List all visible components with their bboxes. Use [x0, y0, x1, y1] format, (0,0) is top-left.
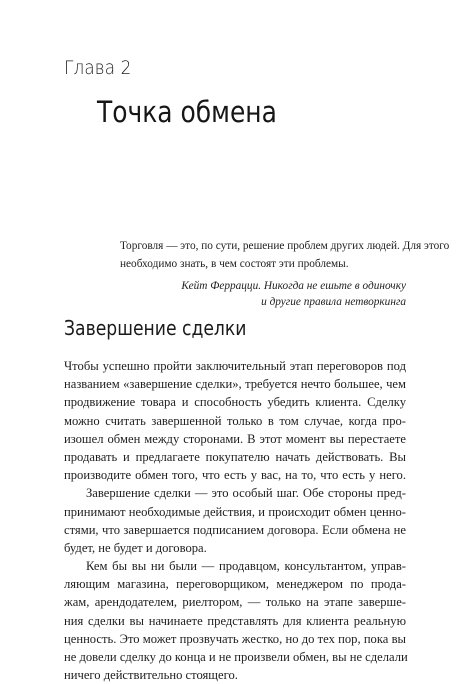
epigraph-quote-line: необходимо знать, в чем состоят эти проблемы.	[120, 258, 349, 271]
paragraph	[64, 484, 406, 557]
text-line: продвижение товара и способность убедить клиента. Сделку	[64, 395, 406, 410]
text-line: можно считать завершенной только в том случае, когда про-	[64, 413, 406, 428]
epigraph-attribution-line: Кейт Феррацци. Никогда не ешьте в одиночку	[181, 280, 406, 293]
text-line: Чтобы успешно пройти заключительный этап переговоров под	[64, 359, 406, 373]
epigraph	[120, 239, 450, 311]
text-line: будет, не будет и договора.	[64, 540, 207, 555]
text-line: принимают необходимые действия, и происходит обмен ценно-	[64, 504, 406, 519]
text-line: Кем бы вы ни были — продавцом, консультантом, управ-	[86, 559, 406, 574]
body-text	[64, 357, 406, 684]
text-line: ляющим магазина, переговорщиком, менеджером по прода-	[64, 577, 406, 592]
text-line: Завершение сделки — это особый шаг. Обе стороны пред-	[86, 486, 406, 501]
text-line: производите обмен того, что есть у вас, на то, что есть у него.	[64, 468, 406, 483]
text-line: ния сделки вы начинаете представлять для клиента реальную	[64, 613, 406, 628]
chapter-label: Глава 2	[64, 57, 132, 79]
section-title: Завершение сделки	[64, 316, 247, 340]
text-line: жам, арендодателем, риелтором, — только на этапе заверше-	[64, 595, 406, 610]
paragraph	[64, 557, 406, 684]
text-line: ценность. Это может прозвучать жестко, но до тех пор, пока вы	[64, 631, 406, 646]
text-line: названием «завершение сделки», требуется нечто большее, чем	[64, 377, 406, 392]
epigraph-quote	[120, 239, 450, 275]
epigraph-quote-line: Торговля — это, по сути, решение проблем других людей. Для этого	[120, 240, 450, 252]
text-line: стями, что завершается подписанием договора. Если обмена не	[64, 522, 406, 537]
epigraph-attribution-line: и другие правила нетворкинга	[261, 296, 406, 309]
epigraph-attribution	[120, 279, 406, 311]
text-line: продавать и предлагаете покупателю начать действовать. Вы	[64, 449, 406, 464]
chapter-title: Точка обмена	[97, 95, 277, 129]
paragraph	[64, 357, 406, 484]
text-line: не довели сделку до конца и не произвели обмен, вы не сделали	[64, 650, 408, 664]
text-line: ничего действительно стоящего.	[64, 668, 238, 683]
text-line: изошел обмен между сторонами. В этот момент вы перестаете	[64, 431, 406, 446]
